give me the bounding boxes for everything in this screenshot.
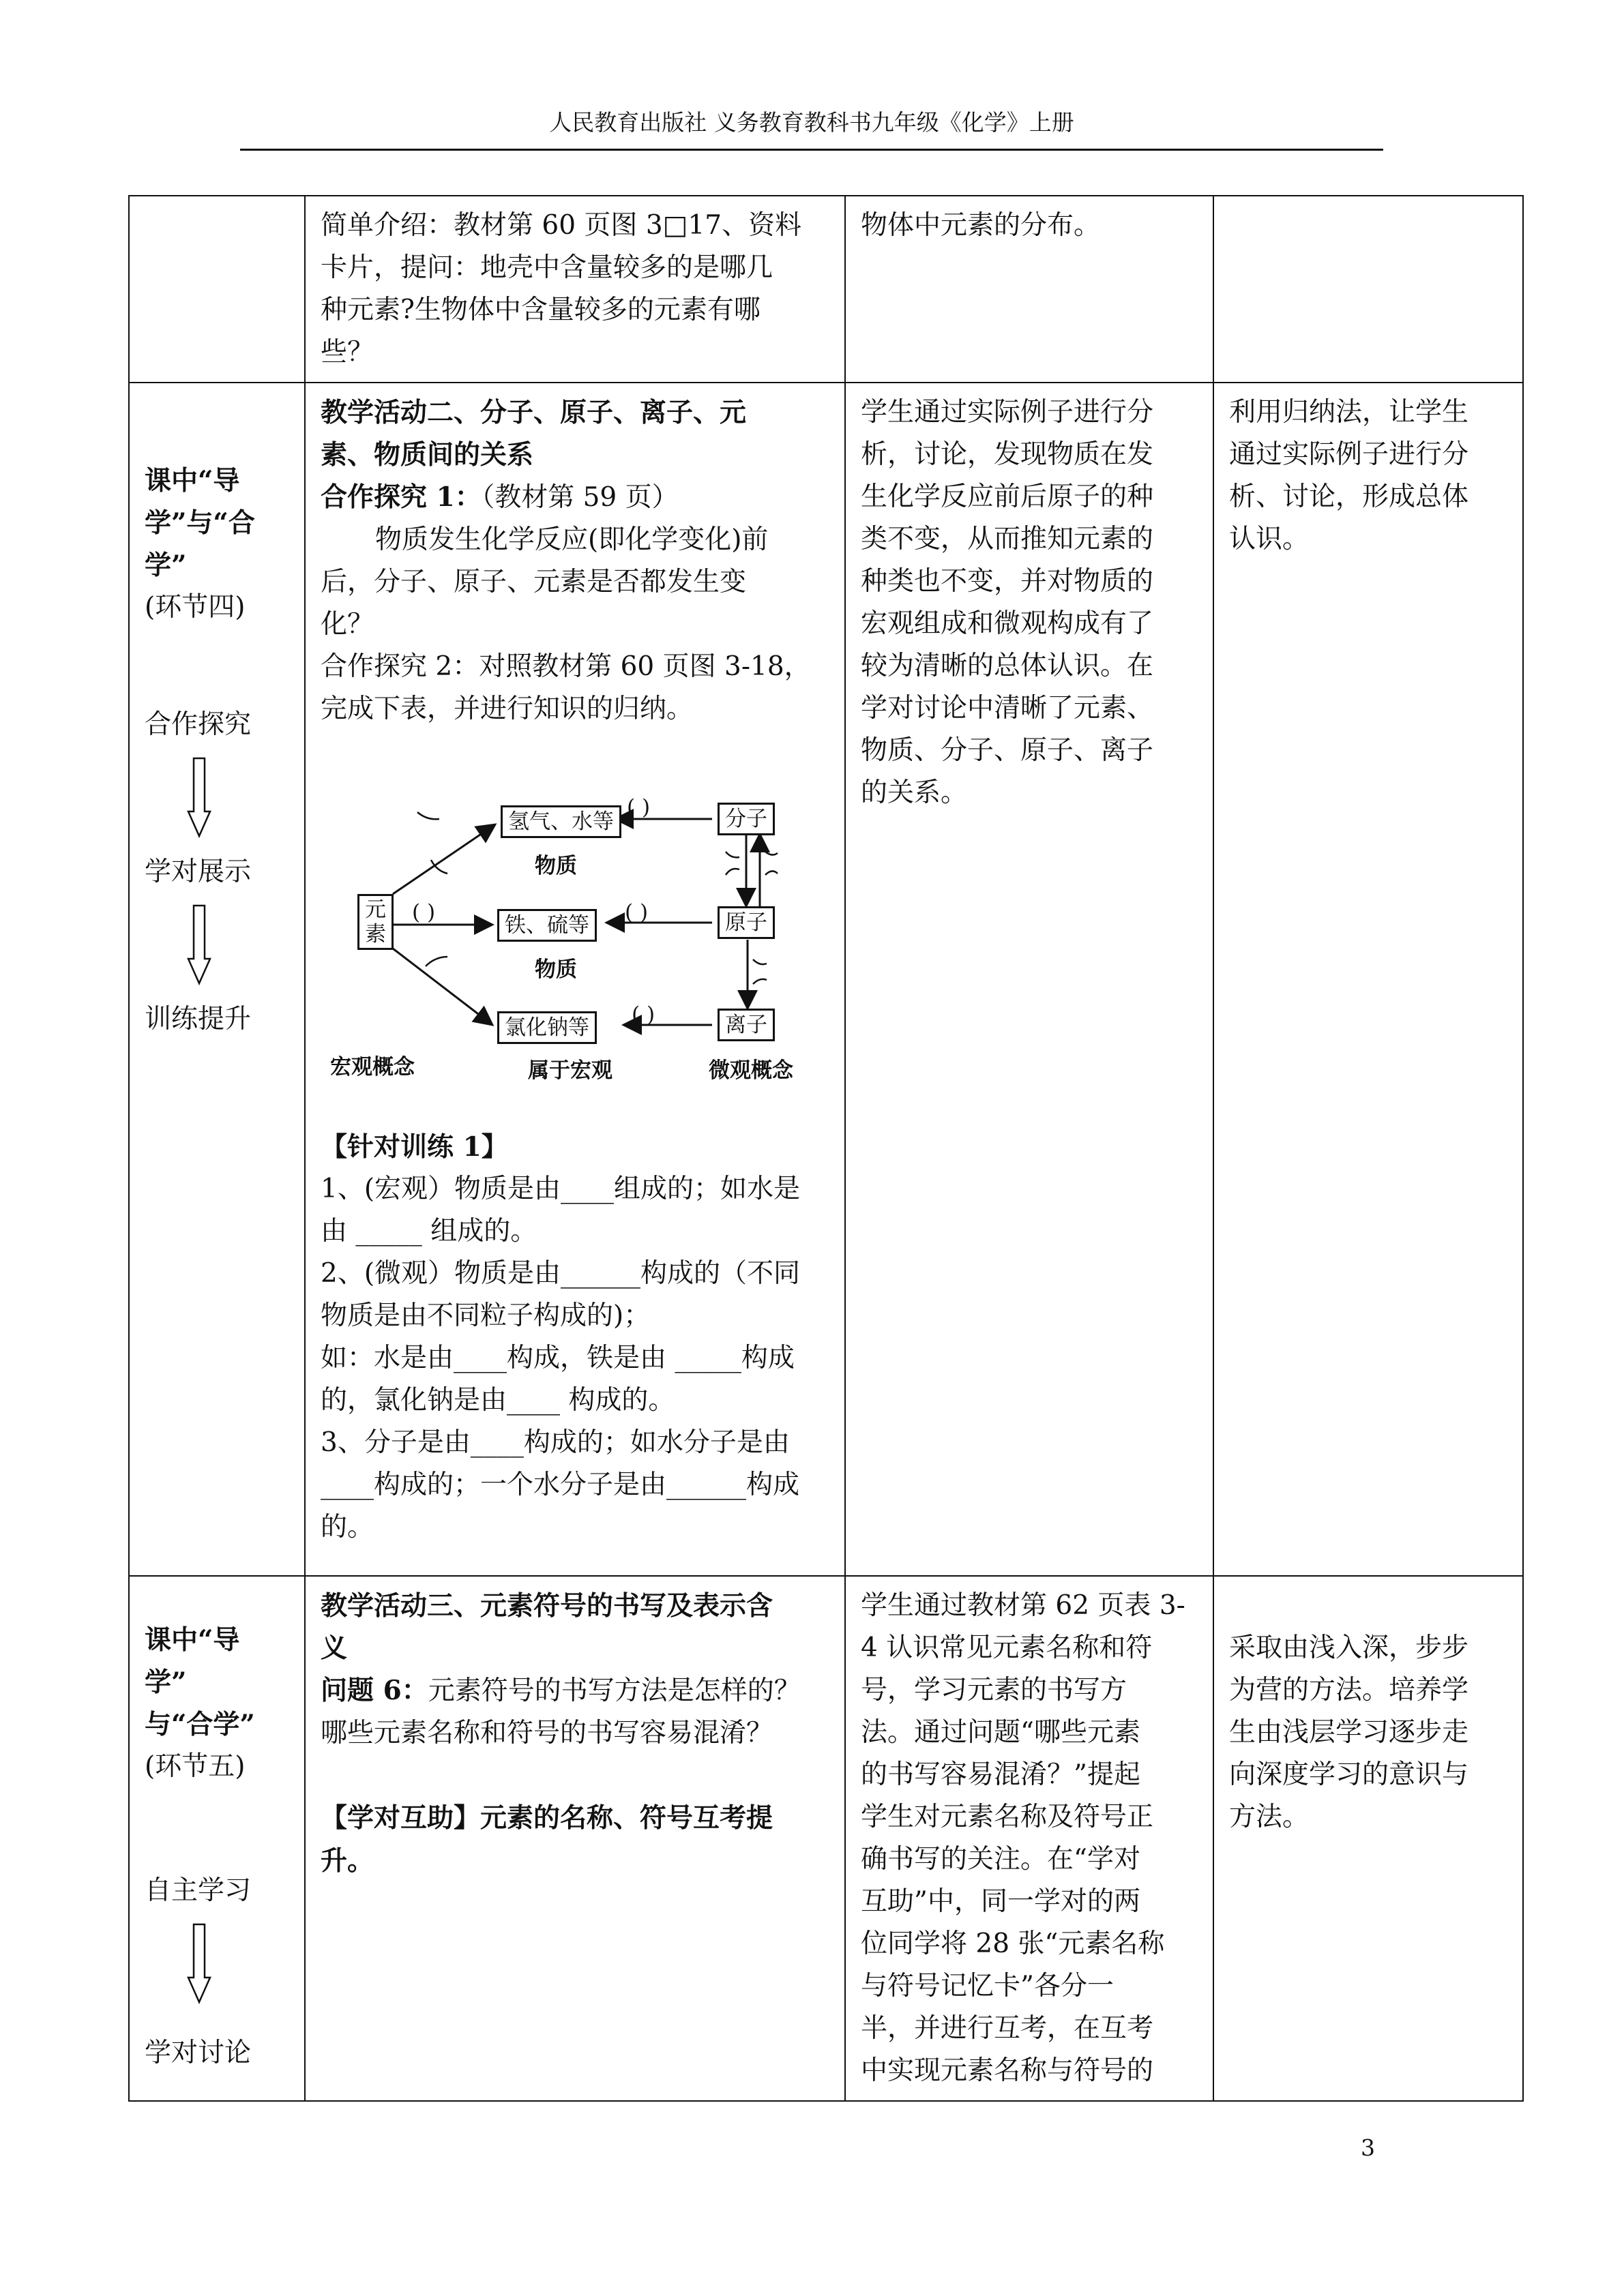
inquiry-label: 合作探究 1： [321, 481, 482, 513]
blank-paren: ( ) [412, 900, 436, 925]
text-line: 析，讨论，发现物质在发 [861, 439, 1154, 470]
intent-cell [1213, 196, 1523, 383]
stage-title-line: (环节四) [145, 592, 246, 623]
activity-title: 义 [321, 1632, 348, 1664]
exercise-line: 3、分子是由____构成的；如水分子是由 [321, 1427, 790, 1458]
intent-cell [1213, 383, 1523, 1576]
exercise-line: 由 _____ 组成的。 [321, 1216, 537, 1247]
text-line: 学生对元素名称及符号正 [861, 1802, 1154, 1832]
question-label: 问题 6： [321, 1675, 428, 1706]
running-header: 人民教育出版社 义务教育教科书九年级《化学》上册 [549, 109, 1074, 136]
flow-step: 合作探究 [145, 709, 252, 740]
text-line: 卡片，提问：地壳中含量较多的是哪几 [321, 252, 773, 283]
text-line: 生化学反应前后原子的种 [861, 481, 1154, 512]
diagram-arrows [316, 799, 835, 1099]
text-line: 确书写的关注。在“学对 [861, 1844, 1140, 1875]
text-line: 些？ [321, 337, 374, 368]
element-char: 素 [365, 922, 386, 946]
text-line: 完成下表，并进行知识的归纳。 [321, 694, 694, 724]
text-line: 位同学将 28 张“元素名称 [861, 1928, 1165, 1959]
text-line: 的关系。 [861, 777, 968, 808]
help-label: 【学对互助】 [321, 1802, 481, 1834]
text-line: 升。 [321, 1845, 374, 1877]
stage-title-line: 学” [145, 1667, 187, 1698]
text-line: 物质发生化学反应(即化学变化)前 [375, 524, 769, 555]
caption: 微观概念 [709, 1058, 793, 1083]
inquiry-ref: （教材第 59 页） [481, 482, 679, 513]
lesson-plan-table [128, 195, 1524, 2102]
stage-title-line: 学”与“合 [145, 507, 255, 539]
substance-box: 铁、硫等 [497, 909, 597, 942]
activity-cell [305, 1576, 845, 2101]
stage-cell [129, 1576, 305, 2101]
student-cell [845, 196, 1213, 383]
exercise-line: ____构成的；一个水分子是由______构成 [321, 1470, 800, 1500]
exercise-line: 1、(宏观）物质是由____组成的；如水是 [321, 1174, 801, 1204]
substance-box: 氢气、水等 [501, 805, 621, 838]
text-line: 学生通过教材第 62 页表 3- [861, 1590, 1185, 1621]
text-line: 通过实际例子进行分 [1229, 439, 1469, 470]
text-line: 简单介绍：教材第 60 页图 3□17、资料 [321, 210, 802, 241]
text-line: 哪些元素名称和符号的书写容易混淆？ [321, 1718, 773, 1748]
text-line: 中实现元素名称与符号的 [861, 2055, 1154, 2086]
table-row [129, 383, 1523, 1576]
exercise-line: 2、(微观）物质是由______构成的（不同 [321, 1258, 801, 1289]
stage-title-line: 课中“导 [145, 465, 240, 496]
text-line: 向深度学习的意识与 [1229, 1759, 1469, 1790]
concept-diagram [316, 795, 835, 1099]
activity-title: 教学活动三、元素符号的书写及表示含 [321, 1590, 773, 1622]
exercise-line: 如：水是由____构成，铁是由 _____构成 [321, 1343, 795, 1373]
table-row [129, 196, 1523, 383]
stage-cell [129, 383, 305, 1576]
flow-step: 自主学习 [145, 1875, 252, 1906]
text-line: 物体中元素的分布。 [861, 210, 1101, 241]
blank-paren: ( ) [627, 795, 651, 820]
element-char: 元 [365, 897, 386, 922]
text-line: 化？ [321, 609, 374, 640]
text-line: 种元素?生物体中含量较多的元素有哪 [321, 295, 761, 325]
down-arrow-icon [187, 904, 211, 986]
stage-title-line: 课中“导 [145, 1624, 240, 1656]
exercise-line: 物质是由不同粒子构成的)； [321, 1300, 651, 1331]
text-line: 为营的方法。培养学 [1229, 1675, 1469, 1705]
text-line: 类不变，从而推知元素的 [861, 524, 1154, 554]
activity-title: 教学活动二、分子、原子、离子、元 [321, 397, 747, 428]
text-line: 物质、分子、原子、离子 [861, 735, 1154, 766]
caption: 宏观概念 [330, 1055, 415, 1079]
activity-cell [305, 196, 845, 383]
text-line: 析、讨论，形成总体 [1229, 481, 1469, 512]
substance-box: 氯化钠等 [497, 1011, 597, 1044]
table-row [129, 1576, 1523, 2101]
caption: 属于宏观 [528, 1058, 612, 1083]
element-box [357, 894, 394, 950]
category-label: 物质 [535, 957, 577, 982]
flow-step: 训练提升 [145, 1004, 252, 1034]
flow-step: 学对展示 [145, 856, 252, 887]
exercise-line: 的。 [321, 1512, 374, 1542]
down-arrow-icon [187, 757, 211, 839]
text-line: 较为清晰的总体认识。在 [861, 651, 1154, 681]
text-line: 学生通过实际例子进行分 [861, 397, 1154, 428]
particle-box: 原子 [718, 906, 775, 939]
text-line: 学对讨论中清晰了元素、 [861, 693, 1154, 724]
header-rule [240, 149, 1383, 151]
activity-cell [305, 383, 845, 1576]
text-line: 半，并进行互考，在互考 [861, 2013, 1154, 2044]
text-line: 利用归纳法，让学生 [1229, 397, 1469, 428]
text-line: 与符号记忆卡”各分一 [861, 1971, 1114, 2001]
page-number: 3 [1361, 2134, 1375, 2161]
activity-title: 素、物质间的关系 [321, 439, 534, 471]
student-cell [845, 383, 1213, 1576]
text-line: 宏观组成和微观构成有了 [861, 608, 1154, 639]
text-line: 种类也不变，并对物质的 [861, 566, 1154, 597]
text-line: 生由浅层学习逐步走 [1229, 1717, 1469, 1748]
blank-paren: ( ) [625, 900, 649, 925]
flow-step: 学对讨论 [145, 2038, 252, 2068]
student-cell [845, 1576, 1213, 2101]
blank-paren: ( ) [632, 1002, 655, 1027]
stage-title-line: 与“合学” [145, 1709, 255, 1740]
particle-box: 分子 [718, 803, 775, 835]
training-title: 【针对训练 1】 [321, 1131, 508, 1163]
text-line: 4 认识常见元素名称和符 [861, 1632, 1153, 1663]
text-line: 法。通过问题“哪些元素 [861, 1717, 1140, 1748]
down-arrow-icon [187, 1923, 211, 2005]
text-line: 的书写容易混淆？”提起 [861, 1759, 1140, 1790]
exercise-line: 的，氯化钠是由____ 构成的。 [321, 1385, 675, 1416]
stage-title-line: 学” [145, 550, 187, 581]
text-line: 采取由浅入深，步步 [1229, 1632, 1469, 1663]
text-line: 元素符号的书写方法是怎样的？ [428, 1675, 801, 1706]
category-label: 物质 [535, 854, 577, 878]
text-line: 认识。 [1229, 524, 1310, 554]
text-line: 号，学习元素的书写方 [861, 1675, 1127, 1705]
text-line: 合作探究 2：对照教材第 60 页图 3-18， [321, 651, 811, 682]
text-line: 后，分子、原子、元素是否都发生变 [321, 567, 747, 597]
stage-title-line: (环节五) [145, 1751, 246, 1782]
particle-box: 离子 [718, 1009, 775, 1041]
intent-cell [1213, 1576, 1523, 2101]
text-line: 元素的名称、符号互考提 [480, 1802, 773, 1834]
text-line: 方法。 [1229, 1802, 1310, 1832]
stage-cell [129, 196, 305, 383]
text-line: 互助”中，同一学对的两 [861, 1886, 1140, 1917]
